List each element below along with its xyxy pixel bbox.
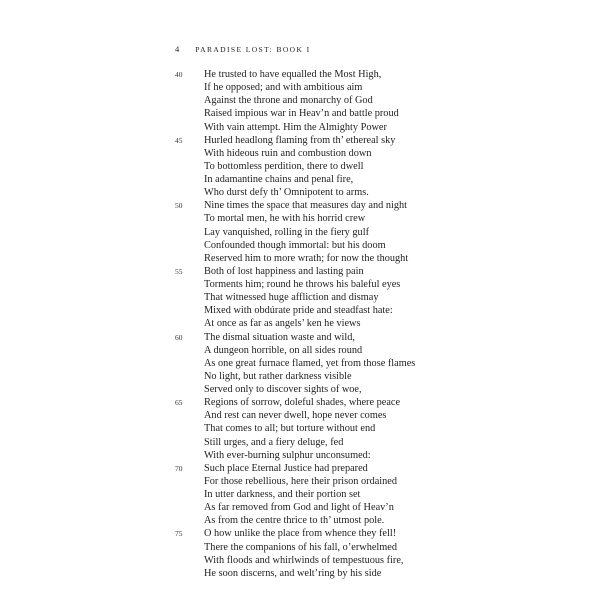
- line-text: To bottomless perdition, there to dwell: [204, 160, 364, 172]
- line-number: 75: [175, 529, 183, 539]
- line-text: That comes to all; but torture without end: [204, 423, 376, 435]
- line-text: Raised impious war in Heav’n and battle proud: [204, 108, 399, 120]
- poem-line: [175, 121, 535, 134]
- poem-line: [175, 265, 535, 278]
- poem-line: [175, 134, 535, 147]
- poem-line: [175, 212, 535, 225]
- poem-line: [175, 488, 535, 501]
- line-text: With hideous ruin and combustion down: [204, 147, 372, 159]
- line-number: 70: [175, 463, 183, 473]
- line-text: If he opposed; and with ambitious aim: [204, 82, 363, 94]
- line-text: In utter darkness, and their portion set: [204, 489, 361, 500]
- poem-line: [175, 226, 535, 239]
- line-text: Both of lost happiness and lasting pain: [204, 265, 364, 277]
- line-text: The dismal situation waste and wild,: [204, 331, 355, 343]
- line-text: No light, but rather darkness visible: [204, 370, 352, 382]
- poem-line: [175, 396, 535, 409]
- poem-line: [175, 344, 535, 357]
- line-text: To mortal men, he with his horrid crew: [204, 213, 366, 225]
- line-text: Served only to discover sights of woe,: [204, 384, 362, 395]
- line-text: At once as far as angels’ ken he views: [204, 318, 361, 330]
- poem-line: [175, 317, 535, 330]
- line-text: A dungeon horrible, on all sides round: [204, 344, 363, 356]
- page-number: 4: [175, 44, 180, 54]
- poem-line: [175, 94, 535, 107]
- line-text: Nine times the space that measures day and night: [204, 200, 408, 212]
- line-text: With ever-burning sulphur unconsumed:: [204, 449, 371, 461]
- poem-line: [175, 199, 535, 212]
- line-number: 50: [175, 201, 183, 211]
- line-text: There the companions of his fall, o’erwhelmed: [204, 541, 398, 553]
- poem-line: [175, 147, 535, 160]
- poem-line: [175, 291, 535, 304]
- poem-line: [175, 501, 535, 514]
- running-title: PARADISE LOST: BOOK I: [195, 45, 311, 54]
- line-number: 65: [175, 398, 183, 408]
- poem-line: [175, 160, 535, 173]
- poem-line: [175, 304, 535, 317]
- poem-line: [175, 370, 535, 383]
- poem-line: [175, 527, 535, 540]
- line-text: O how unlike the place from whence they fell!: [204, 528, 397, 540]
- line-text: Still urges, and a fiery deluge, fed: [204, 436, 344, 448]
- poem-line: [175, 462, 535, 475]
- line-text: Who durst defy th’ Omnipotent to arms.: [204, 187, 369, 199]
- line-text: For those rebellious, here their prison ordained: [204, 475, 398, 487]
- line-text: Mixed with obdúrate pride and steadfast hate:: [204, 305, 393, 317]
- line-text: Regions of sorrow, doleful shades, where peace: [204, 397, 401, 409]
- line-text: Confounded though immortal: but his doom: [204, 239, 386, 251]
- line-number: 40: [175, 70, 183, 79]
- poem-line: [175, 449, 535, 462]
- poem-line: [175, 541, 535, 554]
- poem-line: [175, 357, 535, 370]
- line-text: Such place Eternal Justice had prepared: [204, 462, 368, 474]
- poem-line: [175, 475, 535, 488]
- line-number: 55: [175, 266, 183, 276]
- poem-line: [175, 186, 535, 199]
- poem-line: [175, 554, 535, 567]
- poem-line: [175, 239, 535, 252]
- line-number: 45: [175, 135, 183, 145]
- poem-line: [175, 331, 535, 344]
- poem-line: [175, 278, 535, 291]
- line-text: With floods and whirlwinds of tempestuous fire,: [204, 554, 404, 566]
- line-text: As one great furnace flamed, yet from those flames: [204, 357, 416, 369]
- running-header: [175, 44, 310, 54]
- line-text: Against the throne and monarchy of God: [204, 95, 373, 107]
- line-text: As from the centre thrice to th’ utmost pole.: [204, 515, 385, 527]
- line-text: And rest can never dwell, hope never comes: [204, 410, 387, 422]
- poem-line: [175, 436, 535, 449]
- line-text: Lay vanquished, rolling in the fiery gulf: [204, 226, 369, 238]
- poem-line: [175, 422, 535, 435]
- line-text: He trusted to have equalled the Most High,: [204, 69, 382, 80]
- poem-line: [175, 252, 535, 265]
- poem-text: [175, 68, 535, 580]
- line-number: 60: [175, 332, 183, 342]
- line-text: Reserved him to more wrath; for now the thought: [204, 252, 409, 264]
- line-text: That witnessed huge affliction and dismay: [204, 292, 379, 304]
- line-text: He soon discerns, and welt’ring by his side: [204, 567, 382, 579]
- poem-line: [175, 107, 535, 120]
- poem-line: [175, 68, 535, 81]
- line-text: Torments him; round he throws his baleful eyes: [204, 279, 401, 290]
- poem-line: [175, 81, 535, 94]
- line-text: With vain attempt. Him the Almighty Power: [204, 121, 387, 133]
- poem-line: [175, 383, 535, 396]
- line-text: In adamantine chains and penal fire,: [204, 174, 354, 185]
- line-text: As far removed from God and light of Heav’n: [204, 502, 394, 514]
- line-text: Hurled headlong flaming from th’ ethereal sky: [204, 134, 396, 146]
- poem-line: [175, 409, 535, 422]
- poem-line: [175, 173, 535, 186]
- poem-line: [175, 567, 535, 580]
- poem-line: [175, 514, 535, 527]
